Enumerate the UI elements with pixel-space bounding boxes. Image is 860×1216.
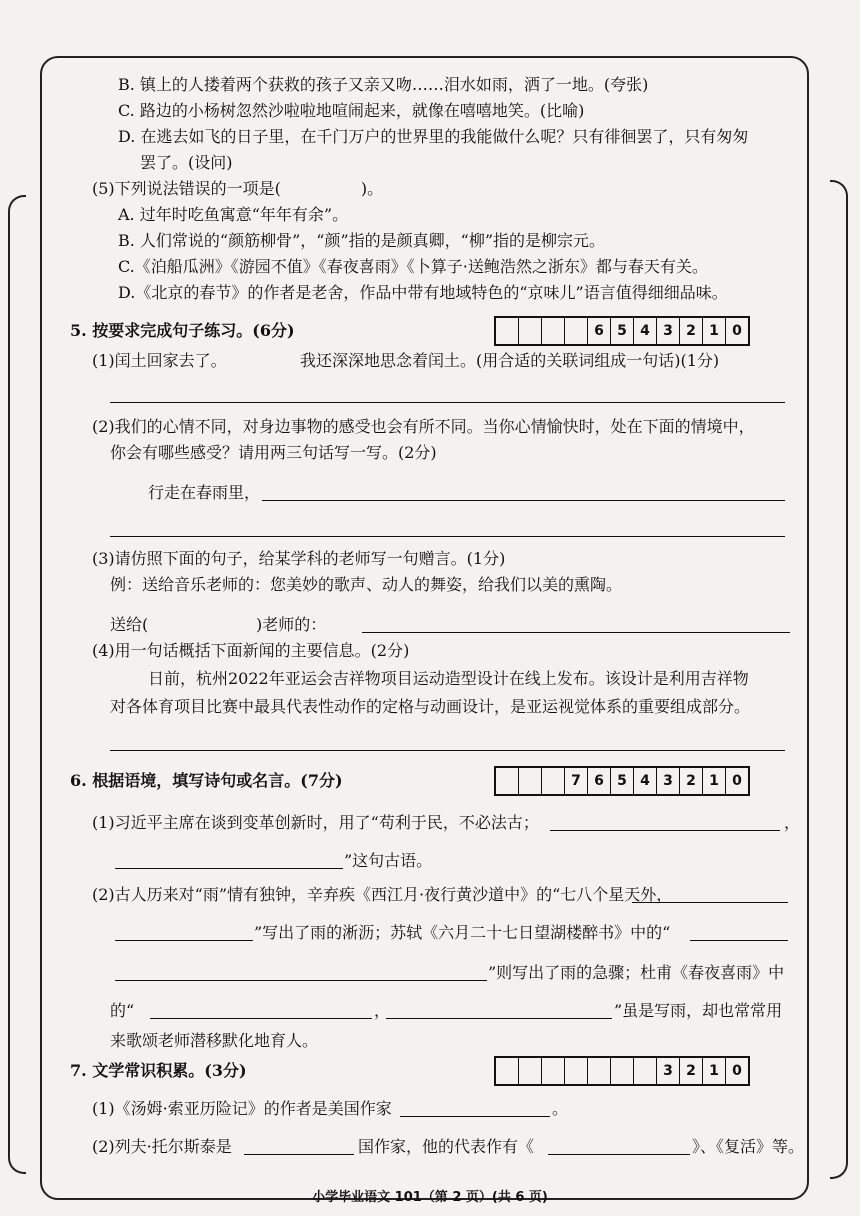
q5-2-prompt: 行走在春雨里， — [148, 483, 261, 502]
q5-1-part-b: 我还深深地思念着闰土。(用合适的关联词组成一句话)(1分) — [300, 351, 720, 370]
q4-option-c: C. 路边的小杨树忽然沙啦啦地喧闹起来，就像在嘻嘻地笑。(比喻) — [118, 101, 585, 120]
score-cell[interactable] — [611, 1058, 634, 1084]
score-cell[interactable]: 2 — [680, 1058, 703, 1084]
binding-bracket-right — [830, 180, 848, 1179]
q7-score-box — [494, 1056, 750, 1086]
q6-2-text-a: (2)古人历来对“雨”情有独钟，辛弃疾《西江月·夜行黄沙道中》的“七八个星天外， — [92, 885, 673, 904]
q4-5-option-d: D.《北京的春节》的作者是老舍，作品中带有地域特色的“京味儿”语言值得细细品味。 — [118, 283, 728, 302]
q6-1-comma: ， — [784, 813, 801, 832]
q5-1-answer-line[interactable] — [110, 402, 785, 403]
q5-2-line1: (2)我们的心情不同，对身边事物的感受也会有所不同。当你心情愉快时，处在下面的情境中， — [92, 417, 755, 436]
score-cell[interactable]: 3 — [657, 1058, 680, 1084]
q5-2-answer-line1[interactable] — [262, 500, 785, 501]
q6-1-blank-2[interactable] — [115, 868, 343, 869]
score-cell[interactable] — [565, 1058, 588, 1084]
score-cell[interactable] — [542, 1058, 565, 1084]
q7-1-text-b: 。 — [552, 1099, 569, 1118]
page-footer: 小学毕业语文 101（第 2 页）(共 6 页) — [312, 1190, 548, 1205]
q6-score-box — [494, 766, 750, 796]
q5-4-stem: (4)用一句话概括下面新闻的主要信息。(2分) — [92, 641, 410, 660]
score-cell[interactable] — [519, 768, 542, 794]
score-cell[interactable] — [496, 768, 519, 794]
q6-title: 6. 根据语境，填写诗句或名言。(7分) — [70, 771, 343, 790]
score-cell[interactable] — [496, 1058, 519, 1084]
q6-2-text-b: ”写出了雨的淅沥；苏轼《六月二十七日望湖楼醉书》中的“ — [254, 923, 671, 942]
q4-5-stem: (5)下列说法错误的一项是( )。 — [92, 179, 384, 198]
q5-3-example: 例：送给音乐老师的：您美妙的歌声、动人的舞姿，给我们以美的熏陶。 — [110, 575, 623, 594]
q4-5-option-c: C.《泊船瓜洲》《游园不值》《春夜喜雨》《卜算子·送鲍浩然之浙东》都与春天有关。 — [118, 257, 708, 276]
q5-title: 5. 按要求完成句子练习。(6分) — [70, 321, 295, 340]
q6-2-blank-1[interactable] — [632, 902, 788, 903]
q7-2-blank-1[interactable] — [244, 1154, 354, 1155]
score-cell[interactable]: 7 — [565, 768, 588, 794]
binding-bracket-left — [8, 195, 26, 1174]
q5-2-line2: 你会有哪些感受？请用两三句话写一写。(2分) — [110, 443, 437, 462]
q5-2-answer-line2[interactable] — [110, 536, 785, 537]
q6-2-text-c: ”则写出了雨的急骤；杜甫《春夜喜雨》中 — [488, 963, 785, 982]
score-cell[interactable]: 4 — [634, 318, 657, 344]
score-cell[interactable] — [519, 1058, 542, 1084]
q5-score-box — [494, 316, 750, 346]
score-cell[interactable]: 0 — [732, 323, 742, 339]
q6-1-text-a: (1)习近平主席在谈到变革创新时，用了“苟利于民，不必法古； — [92, 813, 539, 832]
score-cell[interactable] — [542, 768, 565, 794]
q6-2-blank-3[interactable] — [690, 940, 788, 941]
score-cell[interactable] — [542, 318, 565, 344]
score-cell[interactable]: 1 — [703, 768, 726, 794]
score-cell[interactable] — [634, 1058, 657, 1084]
q7-2-text-a: (2)列夫·托尔斯泰是 — [92, 1137, 232, 1156]
page-frame — [40, 56, 809, 1200]
score-cell[interactable]: 2 — [680, 768, 703, 794]
q5-3-prompt-b: )老师的： — [256, 615, 327, 634]
q6-1-blank-1[interactable] — [550, 830, 780, 831]
q6-2-text-d2: ， — [374, 1001, 391, 1020]
q5-3-answer-line[interactable] — [362, 632, 790, 633]
q4-5-option-a: A. 过年时吃鱼寓意“年年有余”。 — [118, 205, 349, 224]
q5-3-prompt-a: 送给( — [110, 615, 149, 634]
q6-2-blank-4[interactable] — [115, 980, 487, 981]
q6-2-blank-6[interactable] — [386, 1018, 612, 1019]
score-cell[interactable] — [519, 318, 542, 344]
score-cell[interactable]: 0 — [732, 1063, 742, 1079]
score-cell[interactable] — [565, 318, 588, 344]
q4-option-d-line2: 罢了。(设问) — [140, 153, 233, 172]
q5-4-news-line1: 日前，杭州2022年亚运会吉祥物项目运动造型设计在线上发布。该设计是利用吉祥物 — [148, 669, 749, 688]
score-cell[interactable]: 6 — [588, 768, 611, 794]
q4-5-option-b: B. 人们常说的“颜筋柳骨”，“颜”指的是颜真卿，“柳”指的是柳宗元。 — [118, 231, 606, 250]
score-cell[interactable]: 2 — [680, 318, 703, 344]
q6-2-text-d3: ”虽是写雨，却也常常用 — [614, 1001, 783, 1020]
q7-1-text-a: (1)《汤姆·索亚历险记》的作者是美国作家 — [92, 1099, 392, 1118]
q7-title: 7. 文学常识积累。(3分) — [70, 1061, 247, 1080]
q7-2-text-b: 国作家，他的代表作有《 — [358, 1137, 535, 1156]
q4-option-d-line1: D. 在逃去如飞的日子里，在千门万户的世界里的我能做什么呢？只有徘徊罢了，只有匆匆 — [118, 127, 749, 146]
q7-2-blank-2[interactable] — [548, 1154, 690, 1155]
q5-4-answer-line[interactable] — [110, 750, 785, 751]
q5-3-stem: (3)请仿照下面的句子，给某学科的老师写一句赠言。(1分) — [92, 549, 506, 568]
score-cell[interactable]: 0 — [732, 773, 742, 789]
score-cell[interactable] — [496, 318, 519, 344]
score-cell[interactable]: 3 — [657, 768, 680, 794]
q6-2-text-d1: 的“ — [110, 1001, 135, 1020]
score-cell[interactable]: 4 — [634, 768, 657, 794]
q4-option-b: B. 镇上的人搂着两个获救的孩子又亲又吻……泪水如雨，洒了一地。(夸张) — [118, 75, 649, 94]
score-cell[interactable]: 6 — [588, 318, 611, 344]
score-cell[interactable]: 1 — [703, 318, 726, 344]
score-cell[interactable] — [588, 1058, 611, 1084]
q6-1-text-b: ”这句古语。 — [344, 851, 433, 870]
q6-2-blank-5[interactable] — [150, 1018, 372, 1019]
q7-1-blank[interactable] — [400, 1116, 550, 1117]
score-cell[interactable]: 5 — [611, 318, 634, 344]
score-cell[interactable]: 5 — [611, 768, 634, 794]
score-cell[interactable]: 1 — [703, 1058, 726, 1084]
q5-4-news-line2: 对各体育项目比赛中最具代表性动作的定格与动画设计，是亚运视觉体系的重要组成部分。 — [110, 697, 751, 716]
q5-1-part-a: (1)闰土回家去了。 — [92, 351, 227, 370]
q6-2-blank-2[interactable] — [115, 940, 253, 941]
q6-2-text-e: 来歌颂老师潜移默化地育人。 — [110, 1031, 319, 1050]
score-cell[interactable]: 3 — [657, 318, 680, 344]
q7-2-text-c: 》、《复活》等。 — [692, 1137, 805, 1156]
